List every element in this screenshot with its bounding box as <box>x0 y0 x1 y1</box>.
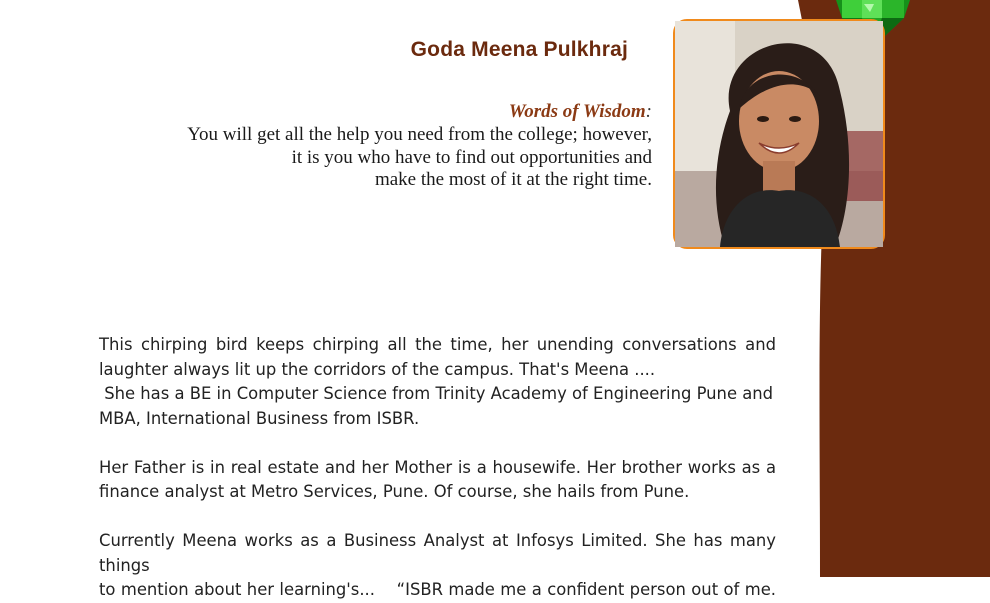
wisdom-line: it is you who have to find out opportunities and <box>291 146 652 168</box>
bio-line: Her Father is in real estate and her Mother is a housewife. Her brother works as a <box>99 457 776 477</box>
wisdom-heading <box>300 101 652 123</box>
wisdom-line: make the most of it at the right time. <box>374 169 652 190</box>
wisdom-title-text: Words of Wisdom <box>508 101 646 122</box>
profile-photo <box>673 19 885 249</box>
paragraph-gap <box>99 431 776 456</box>
bio-line: Currently Meena works as a Business Analyst at Infosys Limited. She has many things <box>99 531 776 575</box>
bio-line: MBA, International Business from ISBR. <box>99 408 420 428</box>
bio-line: to mention about her learning's... “ISBR made me a confident person out of me. <box>99 580 776 599</box>
bio-line: She has a BE in Computer Science from Trinity Academy of Engineering Pune and <box>99 384 774 403</box>
wisdom-quote <box>140 124 652 192</box>
biography <box>99 333 776 603</box>
profile-name: Goda Meena Pulkhraj <box>410 38 628 61</box>
portrait-image <box>675 21 883 247</box>
wisdom-line: You will get all the help you need from the college; however, <box>187 124 652 145</box>
bio-line: This chirping bird keeps chirping all the time, her unending conversations and <box>99 335 776 354</box>
paragraph-gap <box>99 505 776 530</box>
bio-line: finance analyst at Metro Services, Pune. Of course, she hails from Pune. <box>99 482 690 501</box>
bio-line: laughter always lit up the corridors of the campus. That's Meena .... <box>99 359 656 379</box>
wisdom-colon: : <box>645 101 652 122</box>
